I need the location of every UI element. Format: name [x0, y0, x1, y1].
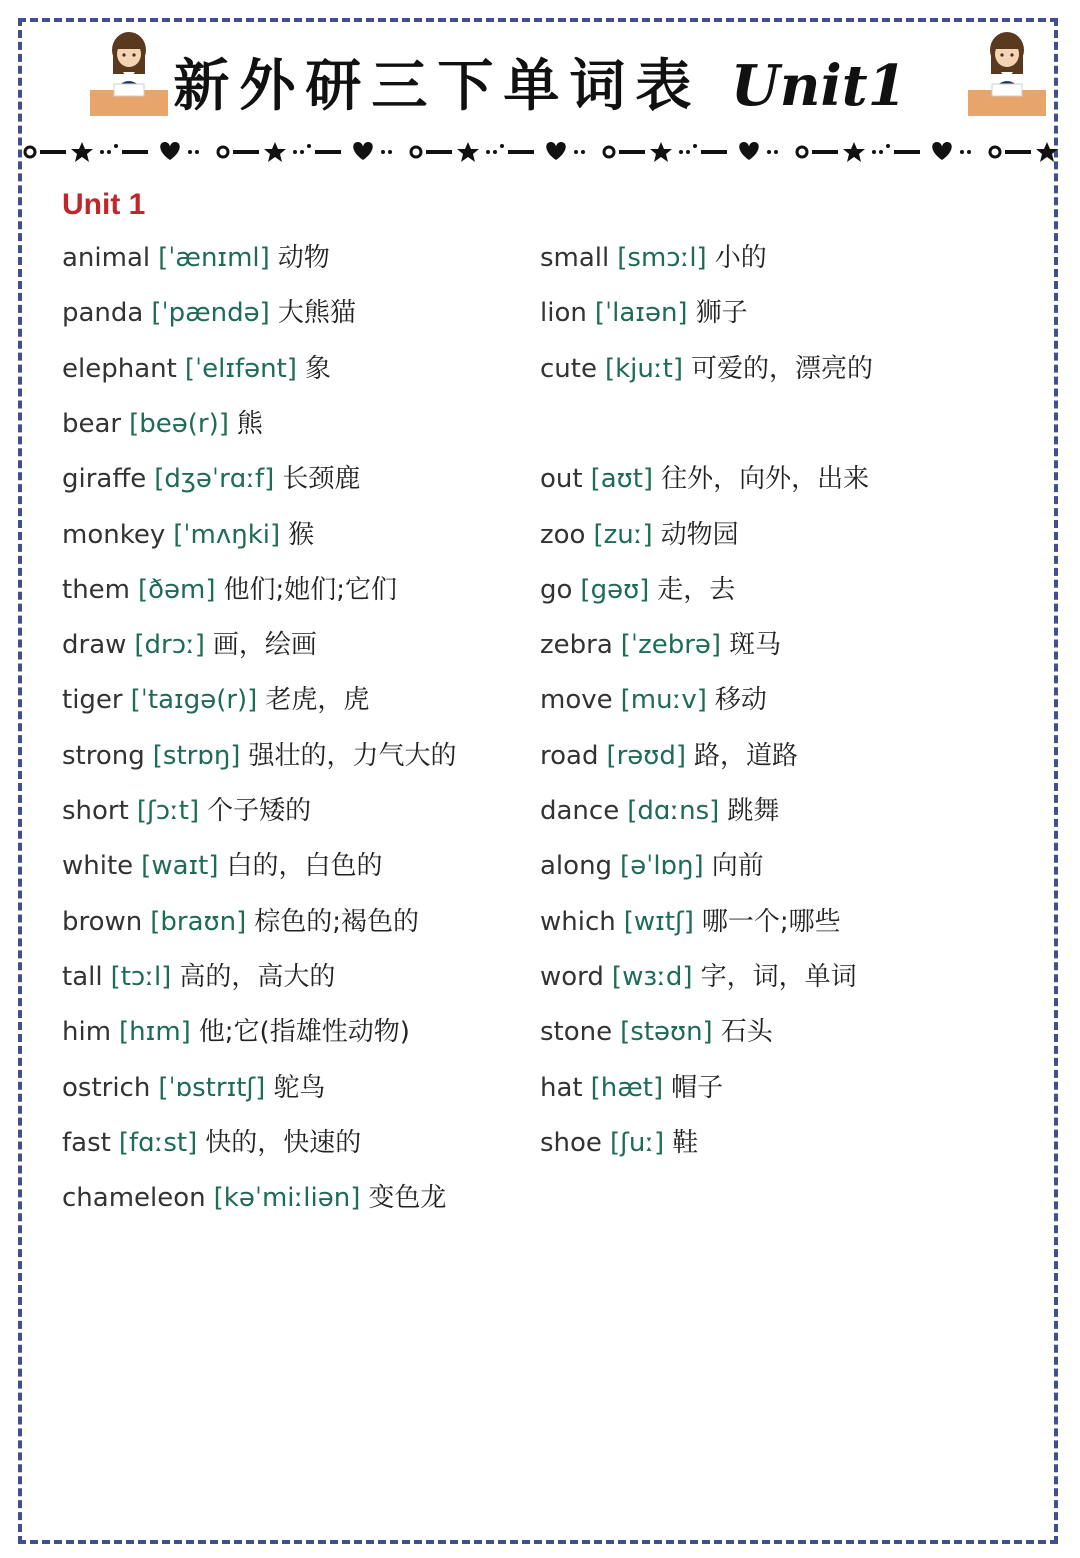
english-word: them — [62, 575, 130, 605]
page-title — [0, 42, 1080, 122]
word-entry — [540, 902, 841, 942]
title-chinese: 新外研三下单词表 — [173, 53, 702, 119]
chinese-meaning: 变色龙 — [368, 1183, 447, 1213]
word-entry — [62, 238, 330, 278]
phonetic-transcription: [dɑːns] — [627, 796, 720, 826]
chinese-meaning: 熊 — [236, 409, 263, 439]
phonetic-transcription: [hæt] — [590, 1073, 664, 1103]
phonetic-transcription: [zuː] — [593, 520, 653, 550]
chinese-meaning: 哪一个;哪些 — [701, 907, 841, 937]
phonetic-transcription: [drɔː] — [134, 630, 205, 660]
chinese-meaning: 往外，向外，出来 — [661, 464, 870, 494]
phonetic-transcription: [smɔːl] — [617, 243, 707, 273]
word-entry — [62, 349, 331, 389]
chinese-meaning: 向前 — [711, 851, 764, 881]
chinese-meaning: 高的，高大的 — [179, 962, 336, 992]
word-entry — [540, 1123, 698, 1163]
english-word: zebra — [540, 630, 613, 660]
phonetic-transcription: [dʒəˈrɑːf] — [154, 464, 275, 494]
phonetic-transcription: [ˈtaɪgə(r)] — [130, 685, 258, 715]
unit-heading: Unit 1 — [62, 188, 146, 221]
word-entry — [540, 515, 739, 555]
chinese-meaning: 走，去 — [657, 575, 736, 605]
word-entry — [62, 791, 311, 831]
word-entry — [540, 293, 748, 333]
phonetic-transcription: [gəʊ] — [580, 575, 650, 605]
word-entry — [540, 570, 735, 610]
english-word: elephant — [62, 354, 177, 384]
phonetic-transcription: [fɑːst] — [118, 1128, 198, 1158]
english-word: chameleon — [62, 1183, 206, 1213]
phonetic-transcription: [ˈmʌŋki] — [173, 520, 281, 550]
english-word: cute — [540, 354, 597, 384]
word-entry — [540, 791, 779, 831]
phonetic-transcription: [ʃuː] — [609, 1128, 665, 1158]
chinese-meaning: 斑马 — [729, 630, 782, 660]
word-entry — [540, 957, 857, 997]
word-entry — [62, 459, 360, 499]
chinese-meaning: 个子矮的 — [207, 796, 312, 826]
english-word: short — [62, 796, 129, 826]
word-entry — [540, 1068, 723, 1108]
english-word: monkey — [62, 520, 166, 550]
english-word: ostrich — [62, 1073, 151, 1103]
english-word: which — [540, 907, 616, 937]
phonetic-transcription: [ðəm] — [138, 575, 216, 605]
phonetic-transcription: [ˈænɪml] — [158, 243, 270, 273]
word-entry — [540, 680, 767, 720]
word-entry — [62, 902, 419, 942]
phonetic-transcription: [rəʊd] — [606, 741, 687, 771]
word-entry — [540, 846, 764, 886]
phonetic-transcription: [beə(r)] — [129, 409, 229, 439]
english-word: draw — [62, 630, 127, 660]
phonetic-transcription: [ˈpændə] — [151, 298, 270, 328]
english-word: shoe — [540, 1128, 602, 1158]
student-reading-right-icon — [966, 28, 1048, 118]
title-unit: Unit1 — [730, 53, 907, 119]
word-entry — [62, 680, 369, 720]
word-entry — [62, 293, 356, 333]
english-word: stone — [540, 1017, 613, 1047]
chinese-meaning: 狮子 — [695, 298, 748, 328]
phonetic-transcription: [strɒŋ] — [152, 741, 241, 771]
word-entry — [62, 404, 263, 444]
english-word: animal — [62, 243, 151, 273]
chinese-meaning: 象 — [304, 354, 331, 384]
word-entry — [62, 515, 314, 555]
word-entry — [62, 1178, 446, 1218]
phonetic-transcription: [aʊt] — [590, 464, 654, 494]
english-word: white — [62, 851, 134, 881]
chinese-meaning: 鸵鸟 — [273, 1073, 326, 1103]
english-word: bear — [62, 409, 122, 439]
english-word: brown — [62, 907, 143, 937]
word-entry — [62, 736, 456, 776]
phonetic-transcription: [hɪm] — [119, 1017, 191, 1047]
word-entry — [62, 957, 335, 997]
english-word: tiger — [62, 685, 123, 715]
chinese-meaning: 棕色的;褐色的 — [254, 907, 419, 937]
word-entry — [62, 846, 383, 886]
english-word: lion — [540, 298, 587, 328]
word-entry — [62, 1123, 361, 1163]
phonetic-transcription: [muːv] — [620, 685, 707, 715]
phonetic-transcription: [wɜːd] — [611, 962, 693, 992]
phonetic-transcription: [wɪtʃ] — [623, 907, 694, 937]
word-entry — [62, 570, 397, 610]
chinese-meaning: 白的，白色的 — [226, 851, 383, 881]
english-word: go — [540, 575, 573, 605]
chinese-meaning: 大熊猫 — [277, 298, 356, 328]
chinese-meaning: 他;它(指雄性动物) — [198, 1017, 410, 1047]
phonetic-transcription: [stəʊn] — [620, 1017, 713, 1047]
decorative-ornament-divider — [22, 134, 1058, 170]
word-entry — [540, 1012, 773, 1052]
phonetic-transcription: [ʃɔːt] — [136, 796, 200, 826]
phonetic-transcription: [ˈlaɪən] — [594, 298, 688, 328]
word-entry — [62, 1068, 325, 1108]
phonetic-transcription: [braʊn] — [150, 907, 247, 937]
english-word: dance — [540, 796, 620, 826]
phonetic-transcription: [tɔːl] — [110, 962, 172, 992]
phonetic-transcription: [waɪt] — [141, 851, 219, 881]
phonetic-transcription: [kəˈmiːliən] — [213, 1183, 361, 1213]
english-word: move — [540, 685, 613, 715]
english-word: along — [540, 851, 613, 881]
chinese-meaning: 路，道路 — [694, 741, 799, 771]
chinese-meaning: 猴 — [288, 520, 315, 550]
english-word: small — [540, 243, 610, 273]
chinese-meaning: 字，词，单词 — [700, 962, 857, 992]
chinese-meaning: 动物园 — [660, 520, 739, 550]
chinese-meaning: 他们;她们;它们 — [223, 575, 398, 605]
chinese-meaning: 长颈鹿 — [282, 464, 361, 494]
chinese-meaning: 小的 — [714, 243, 767, 273]
english-word: word — [540, 962, 604, 992]
english-word: hat — [540, 1073, 583, 1103]
phonetic-transcription: [kjuːt] — [604, 354, 683, 384]
word-entry — [62, 1012, 410, 1052]
word-entry — [62, 625, 317, 665]
english-word: tall — [62, 962, 103, 992]
chinese-meaning: 帽子 — [671, 1073, 724, 1103]
word-entry — [540, 736, 798, 776]
chinese-meaning: 强壮的，力气大的 — [248, 741, 457, 771]
chinese-meaning: 画，绘画 — [212, 630, 317, 660]
word-entry — [540, 625, 781, 665]
english-word: fast — [62, 1128, 111, 1158]
chinese-meaning: 石头 — [720, 1017, 773, 1047]
english-word: road — [540, 741, 599, 771]
chinese-meaning: 跳舞 — [727, 796, 780, 826]
chinese-meaning: 移动 — [714, 685, 767, 715]
word-entry — [540, 459, 869, 499]
phonetic-transcription: [ˈelɪfənt] — [184, 354, 297, 384]
phonetic-transcription: [ˈzebrə] — [620, 630, 722, 660]
english-word: strong — [62, 741, 145, 771]
chinese-meaning: 动物 — [277, 243, 330, 273]
chinese-meaning: 老虎，虎 — [265, 685, 370, 715]
word-entry — [540, 349, 873, 389]
chinese-meaning: 可爱的，漂亮的 — [690, 354, 873, 384]
phonetic-transcription: [ˈɒstrɪtʃ] — [158, 1073, 266, 1103]
english-word: him — [62, 1017, 112, 1047]
english-word: zoo — [540, 520, 586, 550]
chinese-meaning: 快的，快速的 — [205, 1128, 362, 1158]
word-entry — [540, 238, 767, 278]
english-word: giraffe — [62, 464, 147, 494]
phonetic-transcription: [əˈlɒŋ] — [620, 851, 704, 881]
chinese-meaning: 鞋 — [672, 1128, 699, 1158]
english-word: out — [540, 464, 583, 494]
english-word: panda — [62, 298, 144, 328]
